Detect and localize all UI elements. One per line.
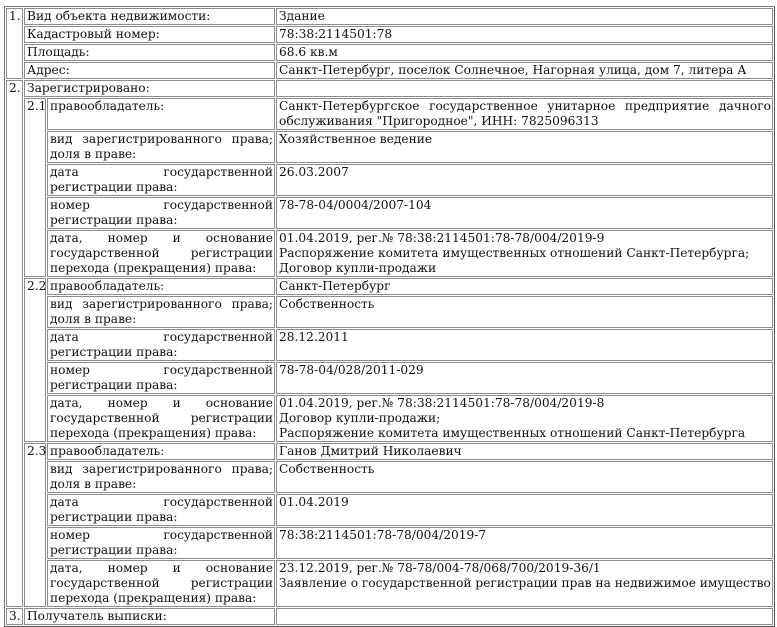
reg-number-label: номер государственной регистрации права: bbox=[47, 527, 275, 559]
address-label: Адрес: bbox=[24, 62, 275, 79]
holder-number: 2.3 bbox=[24, 443, 46, 607]
reg-number-value: 78-78-04/0004/2007-104 bbox=[276, 197, 773, 229]
right-type-value: Собственность bbox=[276, 461, 773, 493]
table-row bbox=[6, 443, 773, 460]
transfer-value bbox=[276, 560, 773, 607]
area-value: 68.6 кв.м bbox=[276, 44, 773, 61]
table-row bbox=[6, 362, 773, 394]
table-row bbox=[6, 26, 773, 43]
right-type-value: Хозяйственное ведение bbox=[276, 131, 773, 163]
reg-number-value: 78-78-04/028/2011-029 bbox=[276, 362, 773, 394]
transfer-label: дата, номер и основание государственной регистрации перехода (прекращения) права: bbox=[47, 560, 275, 607]
table-row bbox=[6, 527, 773, 559]
transfer-label: дата, номер и основание государственной регистрации перехода (прекращения) права: bbox=[47, 230, 275, 277]
cadastral-number-label: Кадастровый номер: bbox=[24, 26, 275, 43]
reg-date-label: дата государственной регистрации права: bbox=[47, 164, 275, 196]
section-number: 1. bbox=[6, 8, 23, 79]
holder-label: правообладатель: bbox=[47, 278, 275, 295]
table-row bbox=[6, 80, 773, 97]
section-number: 3. bbox=[6, 608, 23, 625]
holder-number: 2.2 bbox=[24, 278, 46, 442]
table-row bbox=[6, 608, 773, 625]
transfer-line: Распоряжение комитета имущественных отношений Санкт-Петербурга; bbox=[279, 246, 750, 260]
registered-value bbox=[276, 80, 773, 97]
transfer-line: 01.04.2019, рег.№ 78:38:2114501:78-78/004/2019-8 bbox=[279, 396, 605, 410]
object-type-value: Здание bbox=[276, 8, 773, 25]
holder-label: правообладатель: bbox=[47, 98, 275, 130]
holder-label: правообладатель: bbox=[47, 443, 275, 460]
transfer-line: Заявление о государственной регистрации прав на недвижимое имущество bbox=[279, 576, 771, 590]
right-type-value: Собственность bbox=[276, 296, 773, 328]
table-row bbox=[6, 230, 773, 277]
table-row bbox=[6, 494, 773, 526]
reg-date-value: 26.03.2007 bbox=[276, 164, 773, 196]
table-row bbox=[6, 8, 773, 25]
reg-date-value: 28.12.2011 bbox=[276, 329, 773, 361]
transfer-label: дата, номер и основание государственной регистрации перехода (прекращения) права: bbox=[47, 395, 275, 442]
table-row bbox=[6, 62, 773, 79]
table-row bbox=[6, 296, 773, 328]
table-row bbox=[6, 131, 773, 163]
property-extract-table bbox=[4, 6, 775, 627]
section-number: 2. bbox=[6, 80, 23, 607]
object-type-label: Вид объекта недвижимости: bbox=[24, 8, 275, 25]
table-row bbox=[6, 560, 773, 607]
reg-date-value: 01.04.2019 bbox=[276, 494, 773, 526]
reg-number-value: 78:38:2114501:78-78/004/2019-7 bbox=[276, 527, 773, 559]
reg-number-label: номер государственной регистрации права: bbox=[47, 197, 275, 229]
transfer-line: Договор купли-продажи; bbox=[279, 411, 441, 425]
document-wrapper bbox=[4, 6, 775, 627]
right-type-label: вид зарегистрированного права; доля в праве: bbox=[47, 296, 275, 328]
table-row bbox=[6, 278, 773, 295]
transfer-line: Договор купли-продажи bbox=[279, 261, 437, 275]
table-row bbox=[6, 395, 773, 442]
transfer-line: 01.04.2019, рег.№ 78:38:2114501:78-78/004/2019-9 bbox=[279, 231, 605, 245]
recipient-value bbox=[276, 608, 773, 625]
cadastral-number-value: 78:38:2114501:78 bbox=[276, 26, 773, 43]
holder-value: Санкт-Петербургское государственное унитарное предприятие дачного обслуживания "Пригородное", ИНН: 7825096313 bbox=[276, 98, 773, 130]
reg-number-label: номер государственной регистрации права: bbox=[47, 362, 275, 394]
recipient-label: Получатель выписки: bbox=[24, 608, 275, 625]
holder-value: Санкт-Петербург bbox=[276, 278, 773, 295]
registered-label: Зарегистрировано: bbox=[24, 80, 275, 97]
table-row bbox=[6, 98, 773, 130]
table-row bbox=[6, 329, 773, 361]
table-row bbox=[6, 461, 773, 493]
transfer-line: Распоряжение комитета имущественных отношений Санкт-Петербурга bbox=[279, 426, 746, 440]
transfer-value bbox=[276, 230, 773, 277]
right-type-label: вид зарегистрированного права; доля в праве: bbox=[47, 461, 275, 493]
table-row bbox=[6, 164, 773, 196]
reg-date-label: дата государственной регистрации права: bbox=[47, 329, 275, 361]
reg-date-label: дата государственной регистрации права: bbox=[47, 494, 275, 526]
holder-number: 2.1 bbox=[24, 98, 46, 277]
table-row bbox=[6, 197, 773, 229]
transfer-line: 23.12.2019, рег.№ 78-78/004-78/068/700/2019-36/1 bbox=[279, 561, 601, 575]
address-value: Санкт-Петербург, поселок Солнечное, Нагорная улица, дом 7, литера А bbox=[276, 62, 773, 79]
table-row bbox=[6, 44, 773, 61]
right-type-label: вид зарегистрированного права; доля в праве: bbox=[47, 131, 275, 163]
holder-value: Ганов Дмитрий Николаевич bbox=[276, 443, 773, 460]
transfer-value bbox=[276, 395, 773, 442]
area-label: Площадь: bbox=[24, 44, 275, 61]
